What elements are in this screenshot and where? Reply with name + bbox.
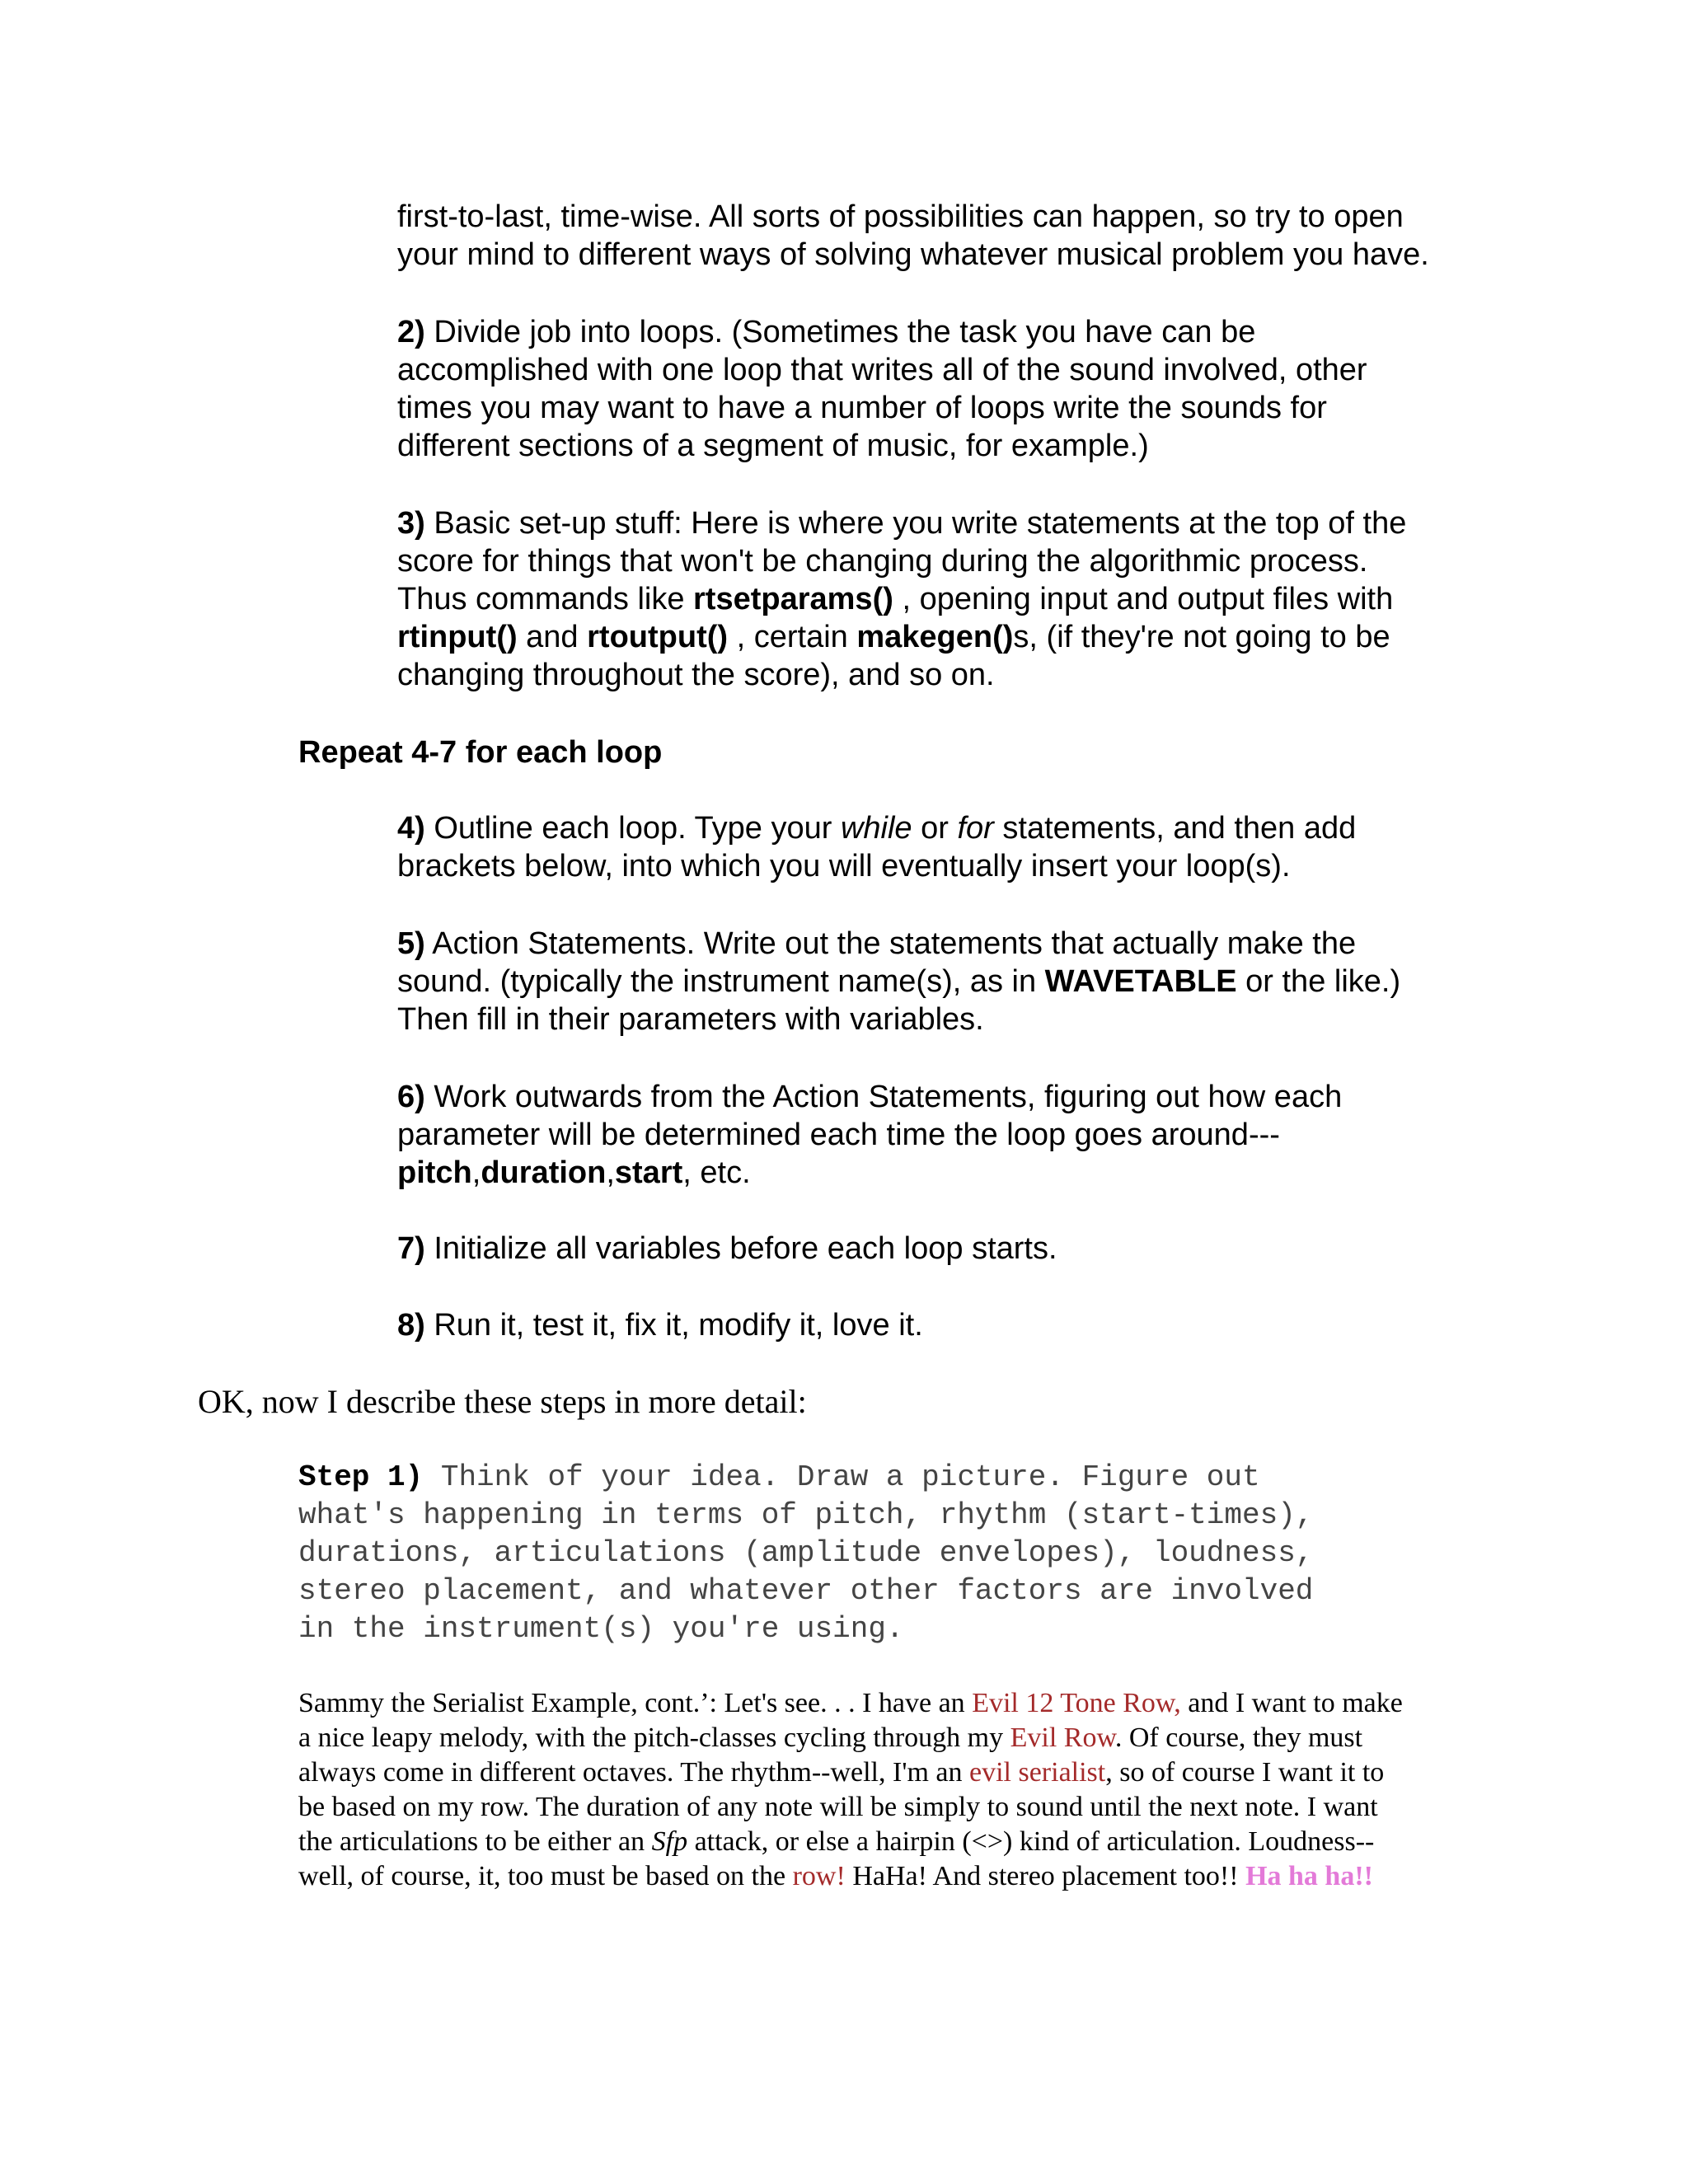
sammy-line-5a: the articulations to be either an bbox=[298, 1826, 652, 1857]
step-8-number: 8) bbox=[397, 1308, 425, 1343]
sammy-line-5b: attack, or else a hairpin (<>) kind of articulation. Loudness-- bbox=[687, 1826, 1375, 1857]
step-6-line-1: Work outwards from the Action Statements, figuring out how each bbox=[424, 1080, 1343, 1114]
sammy-line-4: be based on my row. The duration of any note will be simply to sound until the next note. I want bbox=[298, 1792, 1378, 1822]
sammy-line-2b: . Of course, they must bbox=[1114, 1722, 1363, 1753]
step-4-number: 4) bbox=[397, 811, 425, 846]
step-3-line-4a: and bbox=[517, 620, 588, 654]
comma-1: , bbox=[471, 1155, 481, 1190]
step-4-or: or bbox=[912, 811, 958, 846]
step-8-paragraph bbox=[397, 1306, 1518, 1344]
param-pitch: pitch bbox=[397, 1155, 472, 1190]
step-5-line-3: Then fill in their parameters with variables. bbox=[397, 1002, 984, 1037]
evil-12-tone-row-text: Evil 12 Tone Row, bbox=[972, 1688, 1181, 1718]
step-5-number: 5) bbox=[397, 926, 425, 961]
sammy-line-3b: , so of course I want it to bbox=[1105, 1757, 1385, 1788]
step-2-number: 2) bbox=[397, 315, 425, 349]
mono-step-1-block bbox=[298, 1459, 1485, 1648]
evil-row-text: Evil Row bbox=[1010, 1722, 1115, 1753]
command-rtsetparams: rtsetparams() bbox=[693, 582, 893, 616]
step-3-line-4b: , certain bbox=[728, 620, 857, 654]
step-4-line-1b: statements, and then add bbox=[993, 811, 1357, 846]
row-exclaim-text: row! bbox=[792, 1861, 846, 1891]
sammy-line-3a: always come in different octaves. The rhythm--well, I'm an bbox=[298, 1757, 969, 1788]
instrument-wavetable: WAVETABLE bbox=[1044, 964, 1237, 999]
mono-step-1-line-3: durations, articulations (amplitude envelopes), loudness, bbox=[298, 1536, 1314, 1570]
sammy-line-6b: HaHa! And stereo placement too!! bbox=[845, 1861, 1246, 1891]
param-duration: duration bbox=[481, 1155, 607, 1190]
param-start: start bbox=[614, 1155, 683, 1190]
step-6-tail: , etc. bbox=[682, 1155, 751, 1190]
mono-step-1-label: Step 1) bbox=[298, 1460, 424, 1494]
sammy-line-1a: Sammy the Serialist Example, cont.’: Let's see. . . I have an bbox=[298, 1688, 973, 1718]
step-6-number: 6) bbox=[397, 1080, 425, 1114]
step-5-paragraph bbox=[397, 925, 1518, 1038]
mono-step-1-line-5: in the instrument(s) you're using. bbox=[298, 1612, 904, 1646]
step-2-line-4: different sections of a segment of music, for example.) bbox=[397, 429, 1149, 463]
step-5-line-2b: or the like.) bbox=[1236, 964, 1401, 999]
step-3-number: 3) bbox=[397, 506, 425, 541]
mono-step-1-line-2: what's happening in terms of pitch, rhythm (start-times), bbox=[298, 1498, 1314, 1532]
step-2-paragraph bbox=[397, 313, 1518, 465]
command-rtoutput: rtoutput() bbox=[587, 620, 729, 654]
step-3-line-3b: , opening input and output files with bbox=[893, 582, 1394, 616]
sfp-text: Sfp bbox=[651, 1826, 688, 1857]
step-7-text: Initialize all variables before each loop starts. bbox=[424, 1231, 1057, 1266]
step-3-paragraph bbox=[397, 504, 1518, 694]
step-3-line-4c: s, (if they're not going to be bbox=[1013, 620, 1390, 654]
step-2-line-3: times you may want to have a number of loops write the sounds for bbox=[397, 391, 1327, 425]
step-3-line-2: score for things that won't be changing during the algorithmic process. bbox=[397, 544, 1368, 579]
sammy-line-6a: well, of course, it, too must be based on the bbox=[298, 1861, 793, 1891]
mono-step-1-line-1: Think of your idea. Draw a picture. Figure out bbox=[423, 1460, 1260, 1494]
step-5-line-1: Action Statements. Write out the statements that actually make the bbox=[424, 926, 1357, 961]
keyword-for: for bbox=[957, 811, 994, 846]
step-3-line-5: changing throughout the score), and so on. bbox=[397, 658, 995, 692]
ha-ha-ha-text: Ha ha ha!! bbox=[1245, 1861, 1373, 1891]
sammy-line-2a: a nice leapy melody, with the pitch-classes cycling through my bbox=[298, 1722, 1010, 1753]
step-2-line-1: Divide job into loops. (Sometimes the task you have can be bbox=[434, 315, 1256, 349]
command-makegen: makegen() bbox=[856, 620, 1014, 654]
step-3-line-3a: Thus commands like bbox=[397, 582, 694, 616]
intro-line-2: your mind to different ways of solving whatever musical problem you have. bbox=[397, 237, 1429, 272]
step-5-line-2a: sound. (typically the instrument name(s), as in bbox=[397, 964, 1045, 999]
intro-paragraph bbox=[397, 198, 1518, 274]
repeat-heading: Repeat 4-7 for each loop bbox=[298, 735, 663, 770]
sammy-example-paragraph bbox=[298, 1686, 1485, 1894]
step-4-line-2: brackets below, into which you will eventually insert your loop(s). bbox=[397, 849, 1291, 883]
step-8-text: Run it, test it, fix it, modify it, love it. bbox=[424, 1308, 923, 1343]
command-rtinput: rtinput() bbox=[397, 620, 518, 654]
step-6-line-2: parameter will be determined each time the loop goes around--- bbox=[397, 1118, 1280, 1152]
keyword-while: while bbox=[840, 811, 912, 846]
step-6-paragraph bbox=[397, 1078, 1518, 1192]
step-4-paragraph bbox=[397, 809, 1518, 885]
comma-2: , bbox=[606, 1155, 615, 1190]
sammy-line-1b: and I want to make bbox=[1180, 1688, 1403, 1718]
step-2-line-2: accomplished with one loop that writes all of the sound involved, other bbox=[397, 353, 1367, 387]
step-7-paragraph bbox=[397, 1230, 1518, 1268]
step-4-line-1a: Outline each loop. Type your bbox=[424, 811, 841, 846]
detail-lead: OK, now I describe these steps in more detail: bbox=[198, 1383, 807, 1420]
step-7-number: 7) bbox=[397, 1231, 425, 1266]
evil-serialist-text: evil serialist bbox=[969, 1757, 1106, 1788]
step-3-line-1: Basic set-up stuff: Here is where you write statements at the top of the bbox=[424, 506, 1407, 541]
mono-step-1-line-4: stereo placement, and whatever other factors are involved bbox=[298, 1574, 1314, 1608]
intro-line-1: first-to-last, time-wise. All sorts of possibilities can happen, so try to open bbox=[397, 199, 1404, 234]
